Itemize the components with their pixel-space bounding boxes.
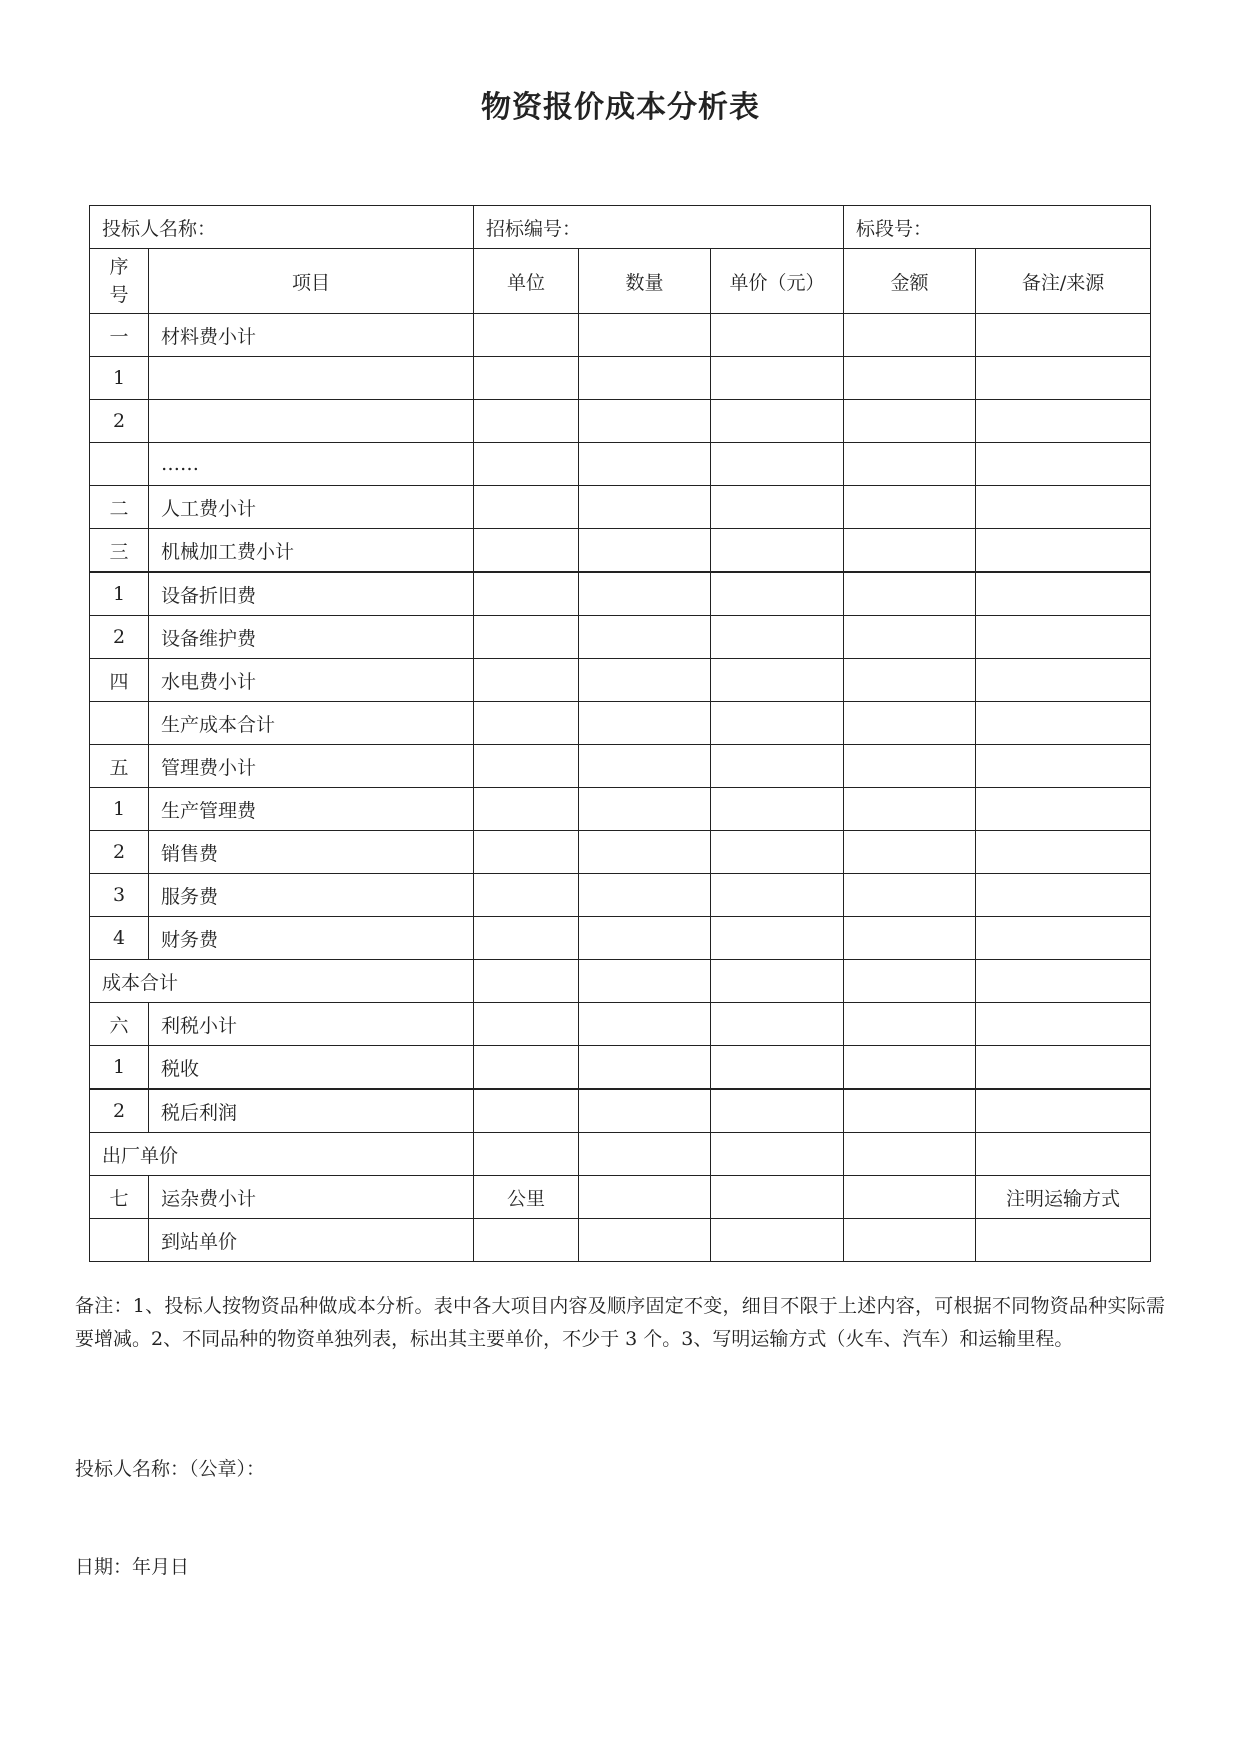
- row-note: [976, 788, 1151, 831]
- row-seq: 1: [90, 357, 149, 400]
- row-unit-price: [711, 443, 844, 486]
- table-row: [90, 1133, 1151, 1176]
- row-seq: 一: [90, 314, 149, 357]
- row-unit: [474, 745, 579, 788]
- row-note: [976, 616, 1151, 659]
- row-amount: [844, 529, 976, 573]
- row-seq: [90, 702, 149, 745]
- row-unit-price: [711, 702, 844, 745]
- row-amount: [844, 1176, 976, 1219]
- row-quantity: [579, 1133, 711, 1176]
- row-quantity: [579, 831, 711, 874]
- row-item: [149, 357, 474, 400]
- row-amount: [844, 874, 976, 917]
- row-seq: 2: [90, 831, 149, 874]
- row-note: [976, 1133, 1151, 1176]
- row-unit-price: [711, 917, 844, 960]
- row-amount: [844, 831, 976, 874]
- row-unit-price: [711, 788, 844, 831]
- row-seq: 七: [90, 1176, 149, 1219]
- row-item: 服务费: [149, 874, 474, 917]
- row-note: [976, 1219, 1151, 1262]
- row-unit-price: [711, 745, 844, 788]
- header-amount: 金额: [844, 249, 976, 314]
- row-amount: [844, 572, 976, 616]
- row-amount: [844, 745, 976, 788]
- row-item: 到站单价: [149, 1219, 474, 1262]
- header-row: [90, 249, 1151, 314]
- row-seq: 五: [90, 745, 149, 788]
- row-seq: 1: [90, 572, 149, 616]
- table-row: [90, 659, 1151, 702]
- row-unit: [474, 486, 579, 529]
- row-quantity: [579, 960, 711, 1003]
- row-unit-price: [711, 1046, 844, 1090]
- row-unit-price: [711, 1176, 844, 1219]
- row-unit-price: [711, 357, 844, 400]
- table-row: [90, 616, 1151, 659]
- row-seq: 3: [90, 874, 149, 917]
- row-merged-label: 成本合计: [90, 960, 474, 1003]
- table-row: [90, 1219, 1151, 1262]
- row-seq: 二: [90, 486, 149, 529]
- row-unit-price: [711, 1133, 844, 1176]
- row-amount: [844, 486, 976, 529]
- row-note: [976, 357, 1151, 400]
- table-row: [90, 1176, 1151, 1219]
- table-row: [90, 357, 1151, 400]
- row-amount: [844, 788, 976, 831]
- table-row: [90, 1089, 1151, 1133]
- row-note: [976, 702, 1151, 745]
- row-unit-price: [711, 616, 844, 659]
- table-row: [90, 572, 1151, 616]
- row-seq: 六: [90, 1003, 149, 1046]
- row-unit-price: [711, 572, 844, 616]
- header-seq: [90, 249, 149, 314]
- row-seq: 2: [90, 400, 149, 443]
- row-unit: [474, 702, 579, 745]
- row-quantity: [579, 788, 711, 831]
- row-note: [976, 960, 1151, 1003]
- row-unit-price: [711, 1219, 844, 1262]
- row-amount: [844, 1219, 976, 1262]
- table-row: [90, 1003, 1151, 1046]
- row-note: [976, 529, 1151, 573]
- row-quantity: [579, 659, 711, 702]
- section-number-label: 标段号：: [844, 206, 1151, 249]
- row-quantity: [579, 917, 711, 960]
- row-item: 税后利润: [149, 1089, 474, 1133]
- header-note: 备注/来源: [976, 249, 1151, 314]
- row-amount: [844, 443, 976, 486]
- row-item: 利税小计: [149, 1003, 474, 1046]
- table-row: [90, 443, 1151, 486]
- table-row: [90, 745, 1151, 788]
- table-row: [90, 314, 1151, 357]
- row-item: 生产管理费: [149, 788, 474, 831]
- row-item: 机械加工费小计: [149, 529, 474, 573]
- row-unit: [474, 443, 579, 486]
- row-amount: [844, 960, 976, 1003]
- row-note: [976, 400, 1151, 443]
- row-item: ……: [149, 443, 474, 486]
- row-quantity: [579, 1046, 711, 1090]
- row-amount: [844, 357, 976, 400]
- row-unit: [474, 1219, 579, 1262]
- row-unit-price: [711, 486, 844, 529]
- row-unit: [474, 659, 579, 702]
- row-amount: [844, 314, 976, 357]
- row-quantity: [579, 745, 711, 788]
- cost-analysis-table: [89, 205, 1151, 1262]
- table-row: [90, 874, 1151, 917]
- row-amount: [844, 1046, 976, 1090]
- row-quantity: [579, 1003, 711, 1046]
- tender-number-label: 招标编号：: [474, 206, 844, 249]
- row-unit-price: [711, 1089, 844, 1133]
- table-row: [90, 960, 1151, 1003]
- row-item: 运杂费小计: [149, 1176, 474, 1219]
- row-quantity: [579, 572, 711, 616]
- date-line: 日期：年月日: [75, 1556, 190, 1578]
- row-amount: [844, 917, 976, 960]
- row-note: [976, 443, 1151, 486]
- header-item: 项目: [149, 249, 474, 314]
- row-unit: [474, 529, 579, 573]
- row-unit-price: [711, 960, 844, 1003]
- bidder-name-label: 投标人名称：: [90, 206, 474, 249]
- row-note: 注明运输方式: [976, 1176, 1151, 1219]
- table-row: [90, 702, 1151, 745]
- row-amount: [844, 400, 976, 443]
- header-unit-price: 单价（元）: [711, 249, 844, 314]
- info-row: [90, 206, 1151, 249]
- row-unit: [474, 831, 579, 874]
- row-quantity: [579, 314, 711, 357]
- row-seq: 4: [90, 917, 149, 960]
- table-row: [90, 831, 1151, 874]
- row-unit: [474, 1089, 579, 1133]
- row-seq: [90, 443, 149, 486]
- row-item: 人工费小计: [149, 486, 474, 529]
- row-unit: [474, 917, 579, 960]
- row-item: 设备折旧费: [149, 572, 474, 616]
- row-amount: [844, 1133, 976, 1176]
- row-unit: [474, 788, 579, 831]
- row-quantity: [579, 357, 711, 400]
- row-quantity: [579, 874, 711, 917]
- row-unit-price: [711, 1003, 844, 1046]
- table-row: [90, 788, 1151, 831]
- row-amount: [844, 702, 976, 745]
- header-quantity: 数量: [579, 249, 711, 314]
- row-item: 管理费小计: [149, 745, 474, 788]
- row-seq: 四: [90, 659, 149, 702]
- row-quantity: [579, 486, 711, 529]
- row-item: [149, 400, 474, 443]
- row-quantity: [579, 400, 711, 443]
- row-unit: [474, 1133, 579, 1176]
- row-note: [976, 314, 1151, 357]
- row-quantity: [579, 702, 711, 745]
- row-note: [976, 572, 1151, 616]
- row-unit: [474, 1046, 579, 1090]
- row-amount: [844, 616, 976, 659]
- row-unit-price: [711, 874, 844, 917]
- row-unit: [474, 616, 579, 659]
- row-quantity: [579, 443, 711, 486]
- row-seq: 2: [90, 616, 149, 659]
- row-seq: [90, 1219, 149, 1262]
- row-quantity: [579, 1176, 711, 1219]
- row-quantity: [579, 1219, 711, 1262]
- row-item: 财务费: [149, 917, 474, 960]
- row-seq: 1: [90, 788, 149, 831]
- table-row: [90, 529, 1151, 573]
- row-unit: [474, 314, 579, 357]
- row-unit: [474, 960, 579, 1003]
- header-seq-line1: 序: [109, 256, 129, 278]
- row-amount: [844, 659, 976, 702]
- row-note: [976, 831, 1151, 874]
- row-seq: 2: [90, 1089, 149, 1133]
- header-unit: 单位: [474, 249, 579, 314]
- table-row: [90, 486, 1151, 529]
- row-unit-price: [711, 659, 844, 702]
- row-seq: 1: [90, 1046, 149, 1090]
- row-unit-price: [711, 831, 844, 874]
- row-note: [976, 745, 1151, 788]
- row-item: 水电费小计: [149, 659, 474, 702]
- row-unit: [474, 400, 579, 443]
- row-unit: [474, 572, 579, 616]
- row-amount: [844, 1089, 976, 1133]
- row-item: 销售费: [149, 831, 474, 874]
- row-note: [976, 1003, 1151, 1046]
- document-title: 物资报价成本分析表: [481, 90, 760, 125]
- row-unit: [474, 1003, 579, 1046]
- row-note: [976, 659, 1151, 702]
- row-quantity: [579, 1089, 711, 1133]
- row-unit-price: [711, 314, 844, 357]
- row-unit: [474, 874, 579, 917]
- row-merged-label: 出厂单价: [90, 1133, 474, 1176]
- row-unit: [474, 357, 579, 400]
- row-note: [976, 1046, 1151, 1090]
- row-note: [976, 486, 1151, 529]
- row-note: [976, 1089, 1151, 1133]
- row-quantity: [579, 529, 711, 573]
- row-unit-price: [711, 529, 844, 573]
- table-row: [90, 1046, 1151, 1090]
- table-row: [90, 400, 1151, 443]
- row-amount: [844, 1003, 976, 1046]
- row-item: 设备维护费: [149, 616, 474, 659]
- table-row: [90, 917, 1151, 960]
- row-item: 生产成本合计: [149, 702, 474, 745]
- row-note: [976, 874, 1151, 917]
- row-quantity: [579, 616, 711, 659]
- remark-text: 备注：1、投标人按物资品种做成本分析。表中各大项目内容及顺序固定不变，细目不限于上述内容，可根据不同物资品种实际需要增减。2、不同品种的物资单独列表，标出其主要单价，不少于 3 个。3、写明运输方式（火车、汽车）和运输里程。: [75, 1295, 1165, 1350]
- header-seq-line2: 号: [109, 284, 129, 306]
- signature-line: 投标人名称：（公章）：: [75, 1458, 266, 1480]
- row-note: [976, 917, 1151, 960]
- row-item: 材料费小计: [149, 314, 474, 357]
- row-unit: 公里: [474, 1176, 579, 1219]
- row-unit-price: [711, 400, 844, 443]
- row-item: 税收: [149, 1046, 474, 1090]
- row-seq: 三: [90, 529, 149, 573]
